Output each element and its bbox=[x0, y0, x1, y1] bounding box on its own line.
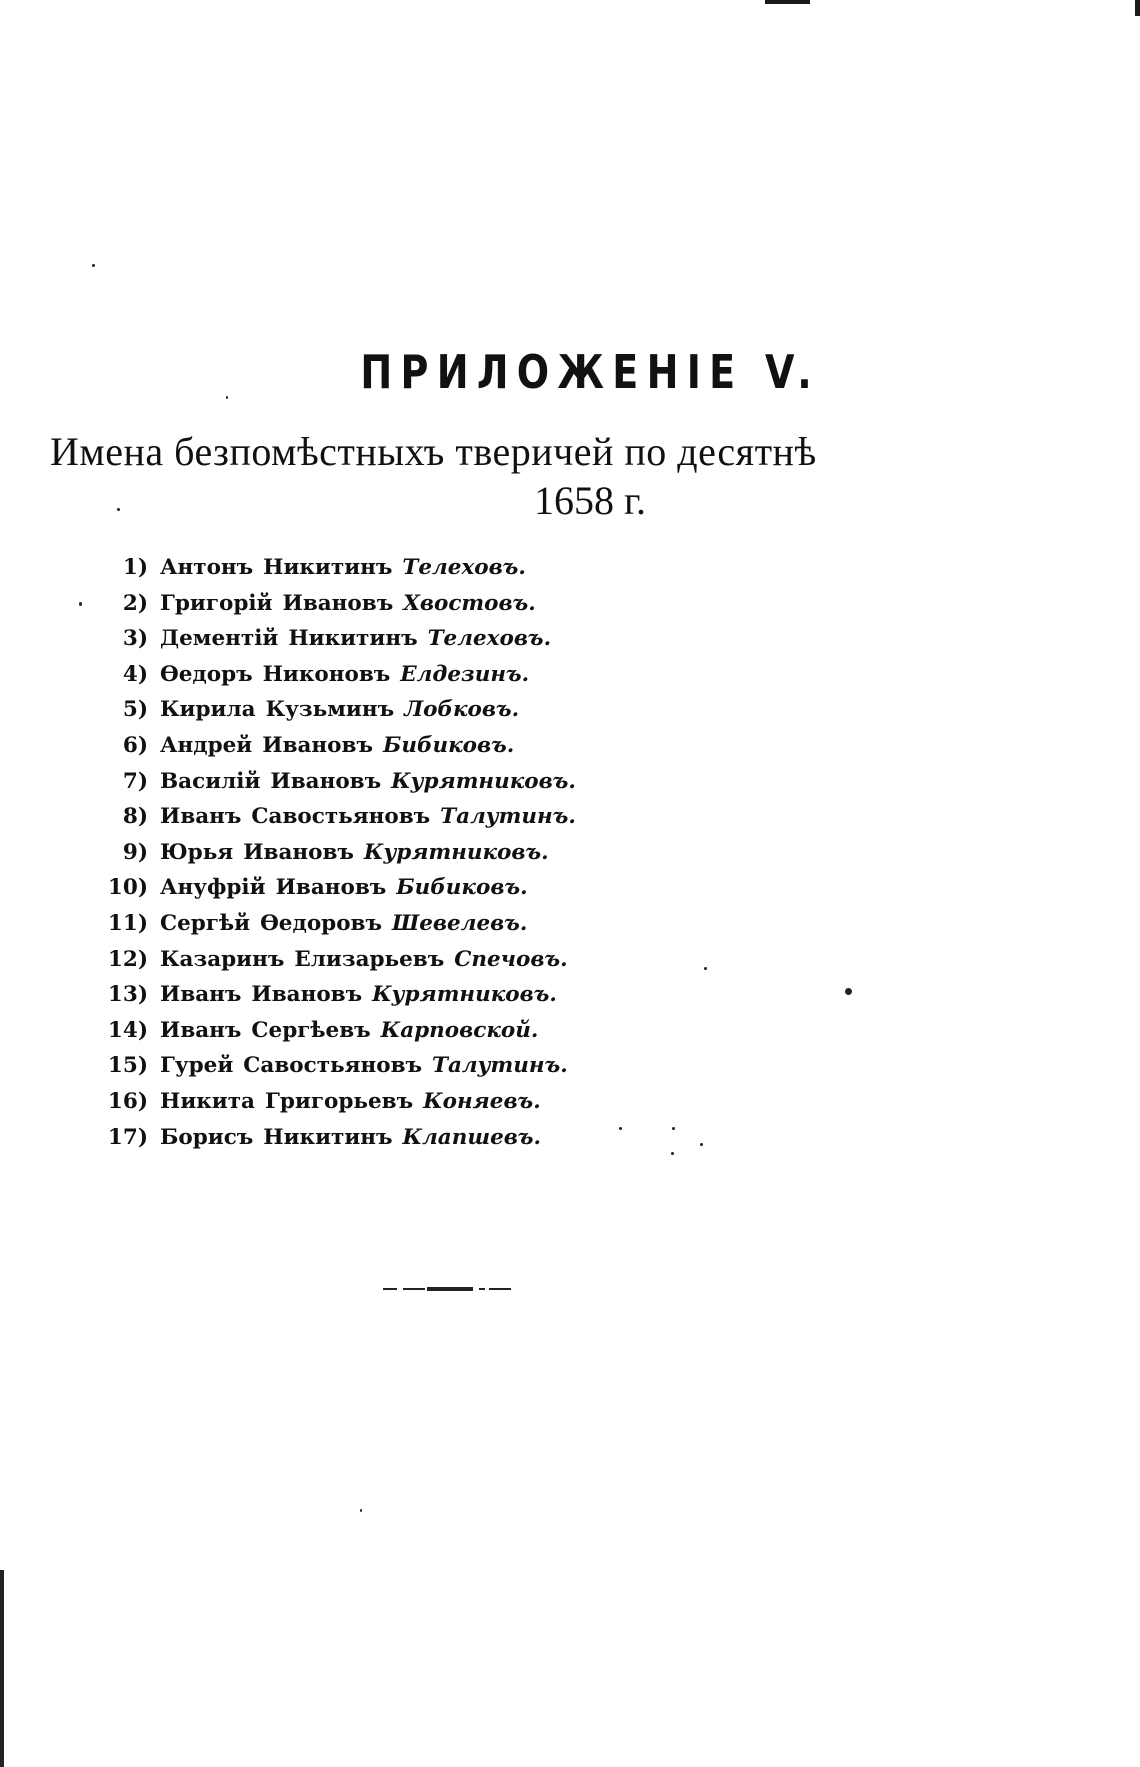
scan-edge-mark bbox=[765, 0, 810, 4]
entry-number: 10) bbox=[107, 875, 148, 901]
names-list bbox=[92, 555, 576, 1160]
patronymic: Григорьевъ bbox=[265, 1088, 414, 1114]
section-divider bbox=[383, 1287, 511, 1291]
given-name: Гурей bbox=[160, 1053, 234, 1079]
patronymic: Елизарьевъ bbox=[294, 946, 445, 972]
given-name: Антонъ bbox=[160, 555, 254, 580]
list-item bbox=[92, 1125, 576, 1161]
surname: Телеховъ. bbox=[402, 555, 526, 580]
list-item bbox=[92, 769, 576, 805]
list-item bbox=[92, 1089, 576, 1125]
entry-number: 8) bbox=[122, 804, 148, 830]
patronymic: Никитинъ bbox=[263, 1124, 393, 1150]
given-name: Юрья bbox=[160, 839, 234, 865]
surname: Талутинъ. bbox=[432, 1053, 568, 1079]
list-item bbox=[92, 875, 576, 911]
patronymic: Ивановъ bbox=[275, 875, 387, 901]
scan-speck bbox=[704, 967, 707, 970]
patronymic: Савостьяновъ bbox=[243, 1053, 422, 1079]
patronymic: Кузьминъ bbox=[265, 697, 395, 723]
entry-number: 16) bbox=[107, 1088, 148, 1114]
list-item bbox=[92, 662, 576, 698]
entry-number: 9) bbox=[122, 839, 148, 865]
given-name: Дементій bbox=[160, 626, 279, 652]
surname: Спечовъ. bbox=[454, 946, 568, 972]
given-name: Ѳедоръ bbox=[160, 661, 253, 687]
surname: Талутинъ. bbox=[440, 804, 576, 830]
entry-number: 15) bbox=[107, 1053, 148, 1079]
patronymic: Никоновъ bbox=[262, 661, 391, 687]
scan-corner-mark bbox=[1135, 0, 1140, 16]
list-item bbox=[92, 697, 576, 733]
scan-left-edge bbox=[0, 1570, 4, 1767]
scan-speck bbox=[845, 988, 852, 995]
patronymic: Ивановъ bbox=[262, 732, 373, 758]
entry-number: 14) bbox=[107, 1017, 148, 1043]
list-item bbox=[92, 982, 576, 1018]
given-name: Иванъ bbox=[160, 1017, 242, 1043]
given-name: Сергѣй bbox=[160, 910, 251, 936]
list-item bbox=[92, 1018, 576, 1054]
entry-number: 13) bbox=[107, 982, 148, 1008]
entry-number: 12) bbox=[107, 946, 148, 972]
patronymic: Никитинъ bbox=[288, 626, 418, 652]
list-item bbox=[92, 804, 576, 840]
given-name: Иванъ bbox=[160, 982, 242, 1008]
given-name: Иванъ bbox=[160, 804, 242, 830]
patronymic: Ивановъ bbox=[270, 768, 382, 794]
surname: Курятниковъ. bbox=[372, 982, 557, 1008]
entry-number: 17) bbox=[107, 1124, 148, 1150]
entry-number: 4) bbox=[122, 661, 148, 687]
surname: Карповской. bbox=[380, 1017, 539, 1043]
given-name: Андрей bbox=[160, 732, 253, 758]
list-item bbox=[92, 591, 576, 627]
patronymic: Ѳедоровъ bbox=[260, 910, 382, 936]
surname: Курятниковъ. bbox=[363, 839, 549, 865]
list-subtitle: Имена безпомѣстныхъ тверичей по десятнѣ bbox=[50, 429, 817, 474]
list-item bbox=[92, 947, 576, 983]
patronymic: Сергѣевъ bbox=[251, 1017, 371, 1043]
scan-speck bbox=[92, 264, 95, 267]
surname: Курятниковъ. bbox=[391, 768, 576, 794]
patronymic: Савостьяновъ bbox=[251, 804, 431, 830]
surname: Телеховъ. bbox=[427, 626, 552, 652]
scan-speck bbox=[619, 1127, 622, 1130]
scan-speck bbox=[671, 1152, 674, 1155]
patronymic: Никитинъ bbox=[263, 555, 393, 580]
given-name: Никита bbox=[160, 1088, 255, 1114]
surname: Коняевъ. bbox=[423, 1088, 541, 1114]
patronymic: Ивановъ bbox=[243, 839, 354, 865]
surname: Елдезинъ. bbox=[400, 661, 530, 687]
scan-speck bbox=[672, 1127, 675, 1130]
appendix-heading: ПРИЛОЖЕНІЕ V. bbox=[360, 345, 821, 399]
surname: Шевелевъ. bbox=[391, 910, 528, 936]
given-name: Борисъ bbox=[160, 1124, 254, 1150]
given-name: Казаринъ bbox=[160, 946, 285, 972]
entry-number: 3) bbox=[122, 626, 148, 652]
entry-number: 5) bbox=[122, 697, 148, 723]
given-name: Кирила bbox=[160, 697, 256, 723]
patronymic: Ивановъ bbox=[282, 590, 394, 616]
surname: Бибиковъ. bbox=[382, 732, 515, 758]
given-name: Григорій bbox=[160, 590, 273, 616]
entry-number: 1) bbox=[122, 555, 148, 580]
given-name: Ануфрій bbox=[160, 875, 266, 901]
list-item bbox=[92, 840, 576, 876]
list-item bbox=[92, 1053, 576, 1089]
list-item bbox=[92, 911, 576, 947]
entry-number: 11) bbox=[107, 910, 148, 936]
patronymic: Ивановъ bbox=[251, 982, 363, 1008]
list-item bbox=[92, 555, 576, 591]
surname: Клапшевъ. bbox=[402, 1124, 542, 1150]
surname: Хвостовъ. bbox=[403, 590, 536, 616]
entry-number: 7) bbox=[122, 768, 148, 794]
scan-speck bbox=[360, 1509, 362, 1512]
list-year: 1658 г. bbox=[534, 478, 646, 523]
given-name: Василій bbox=[160, 768, 261, 794]
list-item bbox=[92, 733, 576, 769]
scan-speck bbox=[700, 1143, 703, 1146]
entry-number: 6) bbox=[122, 732, 148, 758]
list-item bbox=[92, 626, 576, 662]
entry-number: 2) bbox=[122, 590, 148, 616]
surname: Лобковъ. bbox=[404, 697, 520, 723]
scan-speck bbox=[79, 602, 82, 606]
surname: Бибиковъ. bbox=[396, 875, 528, 901]
